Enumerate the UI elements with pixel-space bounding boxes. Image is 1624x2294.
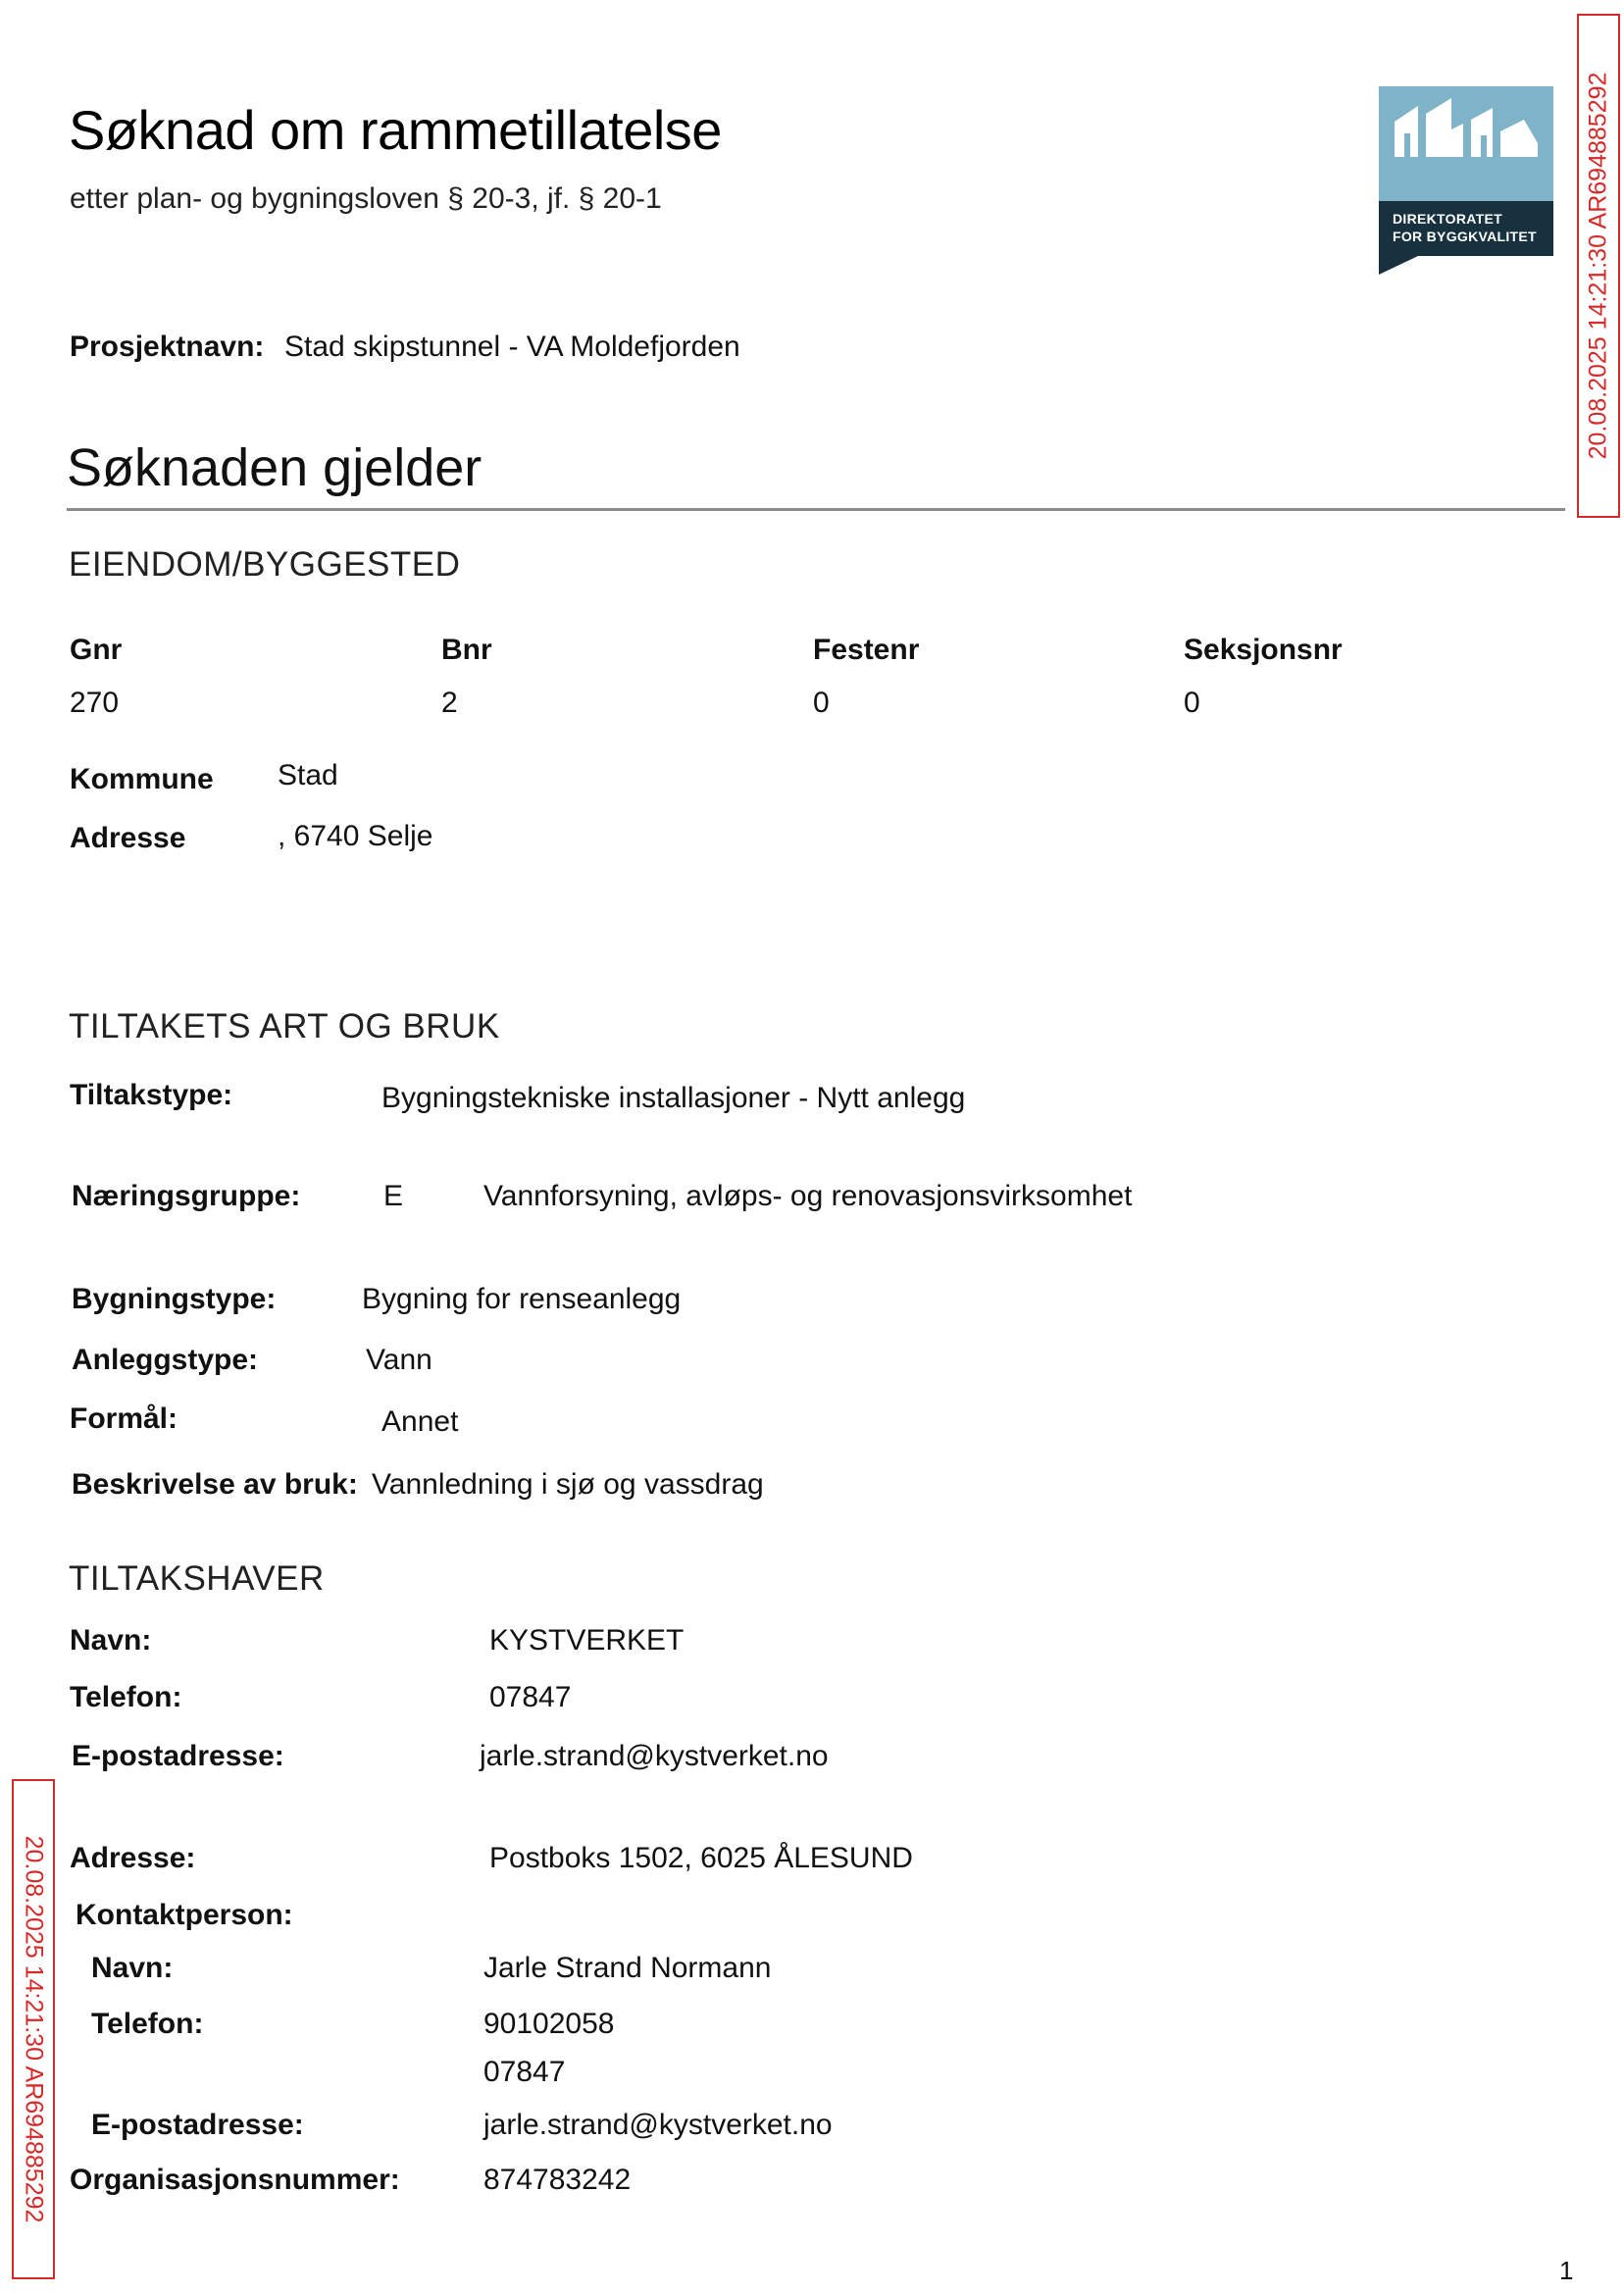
tiltakshaver-adresse-value: Postboks 1502, 6025 ÅLESUND [489, 1842, 913, 1874]
tiltakstype-label: Tiltakstype: [70, 1079, 233, 1111]
logo-line2: FOR BYGGKVALITET [1393, 229, 1537, 244]
tiltakshaver-epost-label: E-postadresse: [72, 1740, 284, 1772]
bnr-value: 2 [441, 687, 458, 719]
tiltakstype-value: Bygningstekniske installasjoner - Nytt anlegg [381, 1082, 966, 1114]
timestamp-stamp-left [12, 1779, 55, 2279]
page-subtitle: etter plan- og bygningsloven § 20-3, jf. § 20-1 [70, 182, 662, 215]
page-number: 1 [1559, 2256, 1574, 2285]
adresse-value: , 6740 Selje [278, 820, 433, 852]
dibk-logo [1379, 86, 1553, 275]
kontaktperson-label: Kontaktperson: [76, 1899, 293, 1931]
anleggstype-value: Vann [366, 1344, 432, 1376]
formal-label: Formål: [70, 1402, 178, 1435]
kommune-value: Stad [278, 759, 338, 791]
bygningstype-label: Bygningstype: [72, 1283, 277, 1315]
seksjonsnr-value: 0 [1184, 687, 1200, 719]
festenr-label: Festenr [813, 634, 920, 666]
project-label: Prosjektnavn: [70, 331, 265, 363]
dibk-logo-band [1379, 201, 1553, 256]
dibk-logo-icon [1379, 86, 1553, 201]
eiendom-heading: EIENDOM/BYGGESTED [69, 545, 461, 584]
anleggstype-label: Anleggstype: [72, 1344, 259, 1376]
gnr-value: 270 [70, 687, 120, 719]
kontakt-telefon-value-2: 07847 [483, 2056, 566, 2088]
seksjonsnr-label: Seksjonsnr [1184, 634, 1343, 666]
kontakt-epost-value: jarle.strand@kystverket.no [483, 2109, 833, 2141]
kontakt-telefon-value: 90102058 [483, 2008, 615, 2040]
beskrivelse-label: Beskrivelse av bruk: [72, 1468, 358, 1501]
gnr-label: Gnr [70, 634, 123, 666]
orgnr-value: 874783242 [483, 2164, 632, 2196]
naeringsgruppe-value: Vannforsyning, avløps- og renovasjonsvirksomhet [483, 1180, 1133, 1212]
tiltak-heading: TILTAKETS ART OG BRUK [69, 1007, 500, 1045]
stamp-text-left: 20.08.2025 14:21:30 AR694885292 [20, 1835, 48, 2223]
project-value: Stad skipstunnel - VA Moldefjorden [284, 331, 740, 363]
bygningstype-value: Bygning for renseanlegg [362, 1283, 682, 1315]
stamp-text-top: 20.08.2025 14:21:30 AR694885292 [1584, 72, 1612, 460]
kontakt-navn-label: Navn: [91, 1952, 174, 1984]
bnr-label: Bnr [441, 634, 492, 666]
tiltakshaver-adresse-label: Adresse: [70, 1842, 196, 1874]
page-title: Søknad om rammetillatelse [69, 99, 722, 161]
formal-value: Annet [381, 1405, 459, 1438]
adresse-label: Adresse [70, 822, 186, 854]
tiltakshaver-epost-value: jarle.strand@kystverket.no [480, 1740, 829, 1772]
kommune-label: Kommune [70, 763, 214, 795]
orgnr-label: Organisasjonsnummer: [70, 2164, 400, 2196]
naeringsgruppe-label: Næringsgruppe: [72, 1180, 301, 1212]
tiltakshaver-navn-label: Navn: [70, 1624, 152, 1657]
section-title: Søknaden gjelder [67, 438, 482, 497]
beskrivelse-value: Vannledning i sjø og vassdrag [372, 1468, 764, 1501]
tiltakshaver-heading: TILTAKSHAVER [69, 1559, 325, 1598]
kontakt-telefon-label: Telefon: [91, 2008, 204, 2040]
festenr-value: 0 [813, 687, 830, 719]
logo-line1: DIREKTORATET [1393, 211, 1502, 227]
logo-flag [1379, 256, 1418, 275]
naeringsgruppe-code: E [383, 1180, 404, 1212]
tiltakshaver-telefon-value: 07847 [489, 1681, 572, 1713]
tiltakshaver-telefon-label: Telefon: [70, 1681, 182, 1713]
timestamp-stamp-top [1577, 14, 1620, 518]
kontakt-navn-value: Jarle Strand Normann [483, 1952, 772, 1984]
section-divider [67, 508, 1565, 511]
tiltakshaver-navn-value: KYSTVERKET [489, 1624, 685, 1657]
kontakt-epost-label: E-postadresse: [91, 2109, 304, 2141]
